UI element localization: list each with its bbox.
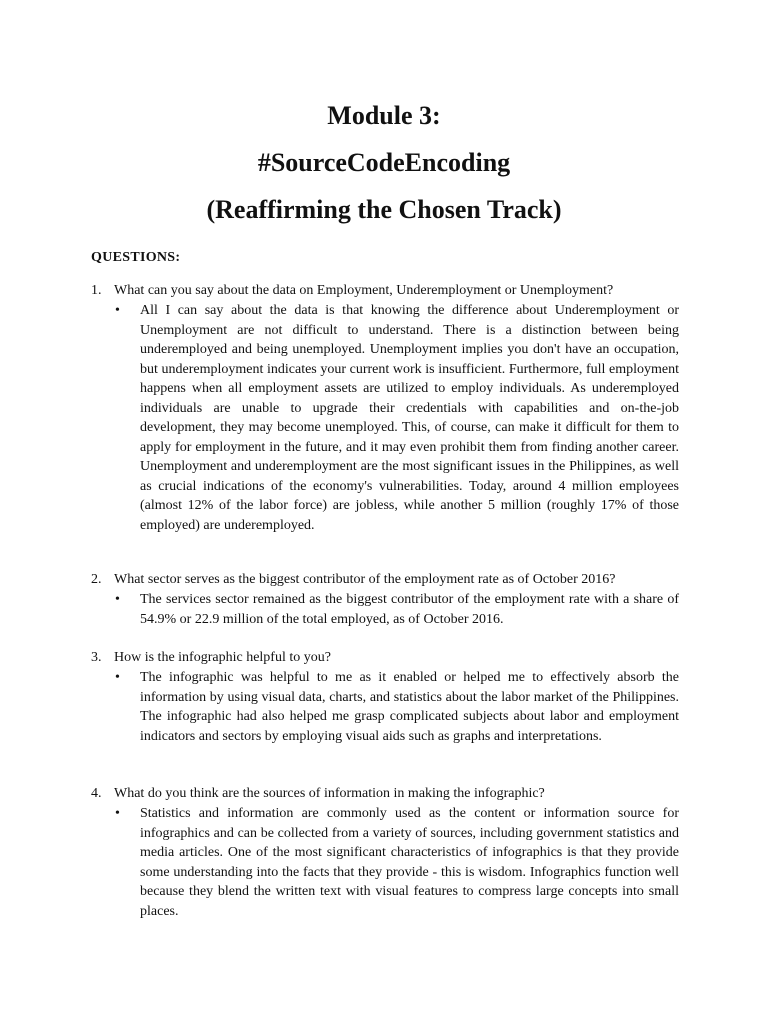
question-text: What can you say about the data on Employment, Underemployment or Unemployment?	[114, 283, 614, 298]
question-number: 2.	[91, 572, 102, 587]
answer-text: Statistics and information are commonly used as the content or information source for infographics and can be collected from a variety of sources, including government statistics and media articles. One of the most significant characteristics of infographics is that they provide some understanding into the facts that they provide - this is wisdom. Infographics function well because they blend the written text with visual features to compress large concepts into small places.	[140, 806, 679, 919]
bullet-icon: •	[115, 303, 120, 318]
title-line-3: (Reaffirming the Chosen Track)	[206, 195, 562, 224]
module-title	[0, 92, 768, 233]
bullet-icon: •	[115, 806, 120, 821]
answer-text: The services sector remained as the biggest contributor of the employment rate with a share of 54.9% or 22.9 million of the total employed, as of October 2016.	[140, 592, 679, 627]
title-line-1: Module 3:	[327, 101, 441, 130]
bullet-icon: •	[115, 670, 120, 685]
question-text: How is the infographic helpful to you?	[114, 650, 331, 665]
title-line-2: #SourceCodeEncoding	[257, 148, 511, 177]
question-text: What do you think are the sources of information in making the infographic?	[114, 786, 545, 801]
questions-heading: QUESTIONS:	[91, 250, 181, 265]
question-text: What sector serves as the biggest contributor of the employment rate as of October 2016?	[114, 572, 616, 587]
question-number: 1.	[91, 283, 102, 298]
answer-text: The infographic was helpful to me as it enabled or helped me to effectively absorb the information by using visual data, charts, and statistics about the labor market of the Philippines. The infographic had also helped me grasp complicated subjects about labor and employment indicators and sectors by employing visual aids such as graphs and interpretations.	[140, 670, 679, 744]
question-number: 3.	[91, 650, 102, 665]
bullet-icon: •	[115, 592, 120, 607]
answer-text: All I can say about the data is that knowing the difference about Underemployment or Unemployment are not difficult to understand. There is a distinction between being underemployed and being unemployed. Unemployment implies you don't have an occupation, but underemployment indicates your current work is insufficient. Furthermore, full employment happens when all employment assets are utilized to employ individuals. As underemployed individuals are unable to upgrade their credentials with capabilities and on-the-job development, they may become unemployed. This, of course, can make it difficult for them to apply for employment in the future, and it may even prohibit them from finding another career. Unemployment and underemployment are the most significant issues in the Philippines, as well as crucial indications of the economy's vulnerabilities. Today, around 4 million employees (almost 12% of the labor force) are jobless, while another 5 million (roughly 17% of those employed) are underemployed.	[140, 303, 679, 533]
question-number: 4.	[91, 786, 102, 801]
